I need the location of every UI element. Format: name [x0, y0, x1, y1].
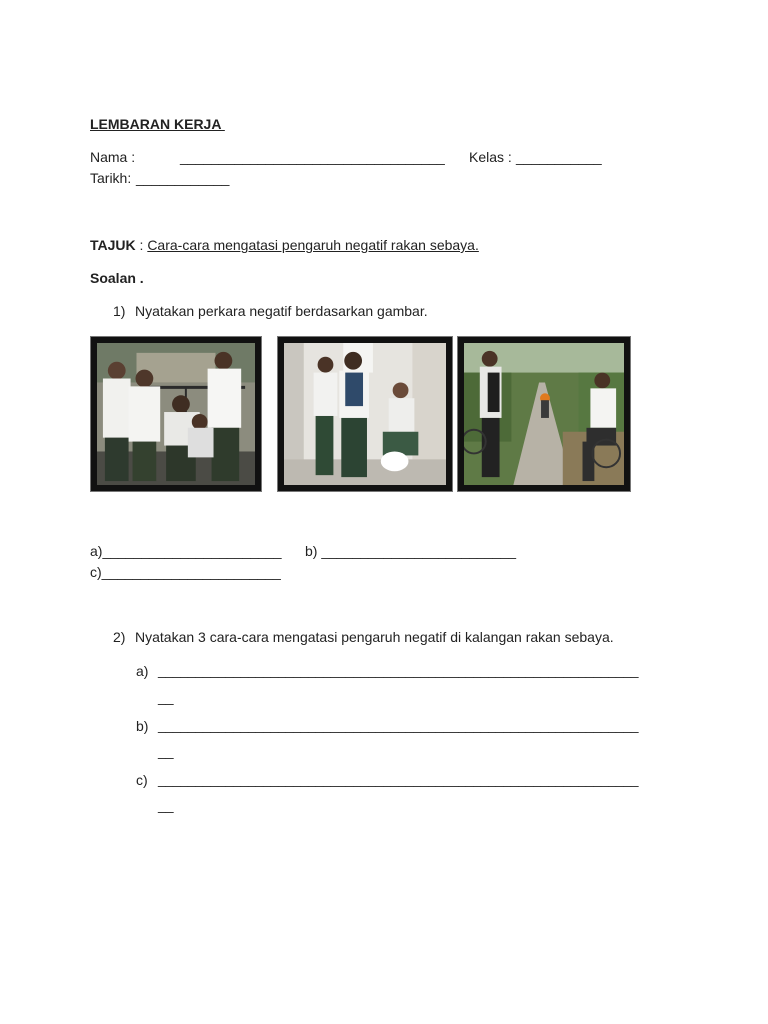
q2-item-c-blank[interactable]: ________________________________________________________________ [158, 772, 639, 787]
q2-item-a-blank[interactable]: ________________________________________________________________ [158, 663, 639, 678]
photo-students-road [457, 336, 631, 492]
photo-students-fighting-icon [97, 343, 255, 485]
topic-text: Cara-cara mengatasi pengaruh negatif rakan sebaya. [147, 237, 479, 253]
topic-line [90, 236, 479, 254]
tarikh-blank[interactable]: ____________ [136, 170, 230, 186]
q2-item-a-label: a) [136, 663, 149, 679]
kelas-label: Kelas : [469, 149, 512, 165]
q1-number: 1) [113, 303, 126, 319]
kelas-blank[interactable]: ___________ [516, 149, 602, 165]
photo-students-fighting [90, 336, 262, 492]
q1-answer-a[interactable]: a)_______________________ [90, 543, 282, 559]
q2-number: 2) [113, 629, 126, 645]
soalan-heading: Soalan . [90, 270, 144, 286]
q1-answer-c[interactable]: c)_______________________ [90, 564, 281, 580]
q2-item-b-label: b) [136, 718, 149, 734]
q2-item-b-blank[interactable]: ________________________________________________________________ [158, 718, 639, 733]
q2-item-a-tail[interactable]: __ [158, 689, 174, 705]
nama-blank[interactable]: __________________________________ [180, 149, 445, 165]
tarikh-label: Tarikh: [90, 170, 132, 186]
photo-students-hallway-icon [284, 343, 446, 485]
q1-text: Nyatakan perkara negatif berdasarkan gambar. [135, 303, 428, 319]
photo-students-road-smoking-icon [464, 343, 624, 485]
worksheet-title: LEMBARAN KERJA [90, 116, 225, 132]
topic-label: TAJUK [90, 237, 136, 253]
q2-item-c-label: c) [136, 772, 148, 788]
q2-text: Nyatakan 3 cara-cara mengatasi pengaruh negatif di kalangan rakan sebaya. [135, 629, 614, 645]
q2-item-c-tail[interactable]: __ [158, 797, 174, 813]
topic-separator: : [135, 237, 148, 253]
q1-answer-b[interactable]: b) _________________________ [305, 543, 516, 559]
photo-students-hallway [277, 336, 453, 492]
q2-item-b-tail[interactable]: __ [158, 743, 174, 759]
nama-label: Nama : [90, 149, 136, 165]
